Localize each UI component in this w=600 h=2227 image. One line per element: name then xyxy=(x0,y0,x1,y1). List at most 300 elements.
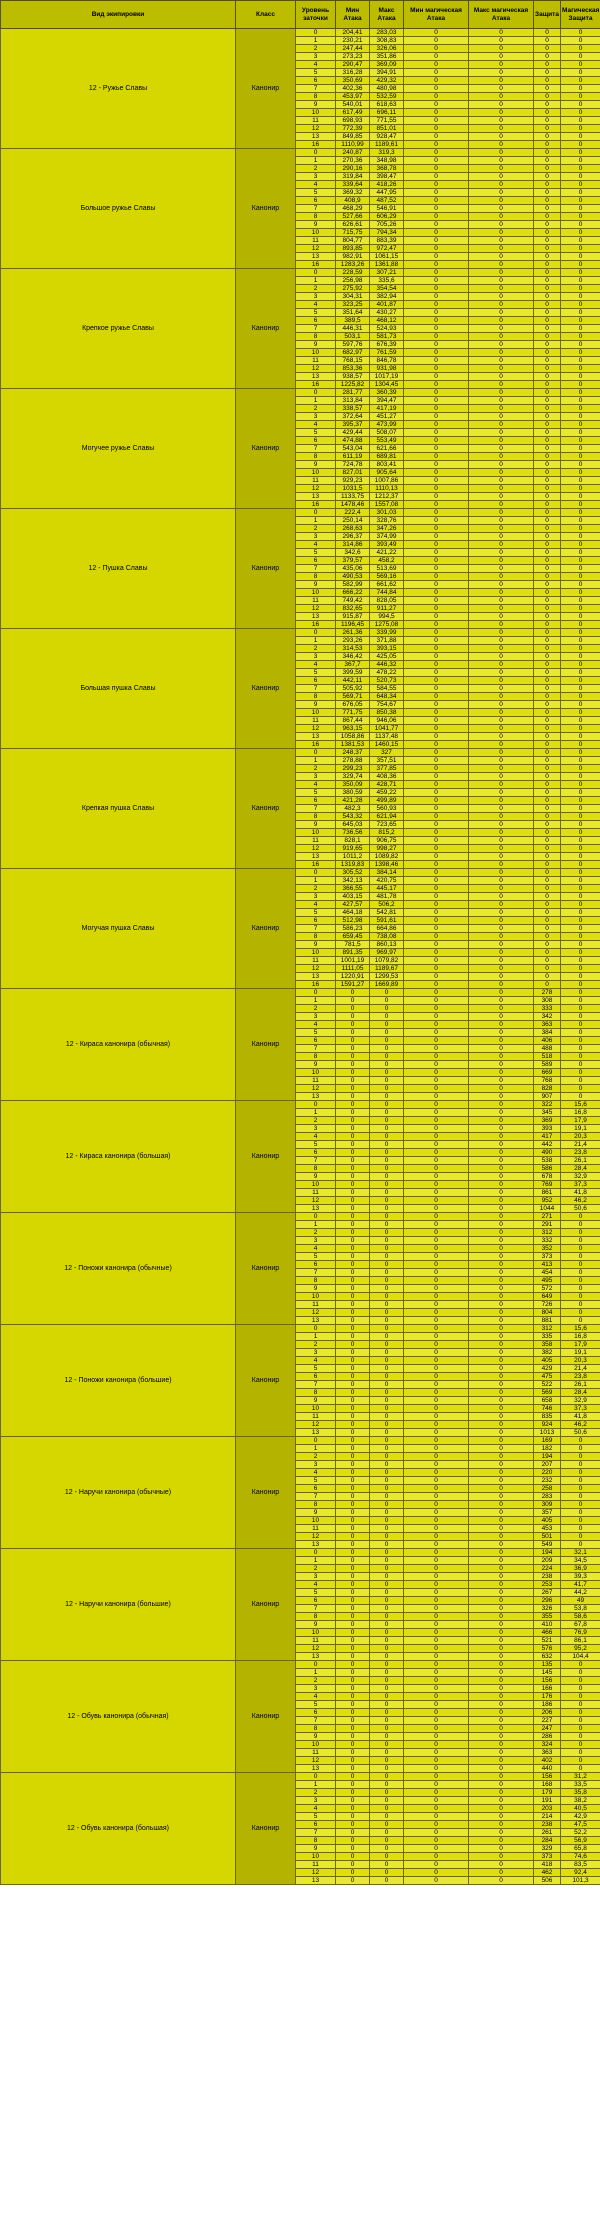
min-magic-attack-cell: 0 xyxy=(404,1669,469,1677)
level-cell: 1 xyxy=(296,997,336,1005)
magic-defense-cell: 0 xyxy=(561,213,600,221)
max-attack-cell: 0 xyxy=(370,1613,404,1621)
min-attack-cell: 250,14 xyxy=(336,517,370,525)
level-cell: 0 xyxy=(296,1437,336,1445)
level-cell: 11 xyxy=(296,1413,336,1421)
defense-cell: 329 xyxy=(534,1845,561,1853)
min-magic-attack-cell: 0 xyxy=(404,1381,469,1389)
max-attack-cell: 0 xyxy=(370,1037,404,1045)
header-magic-defense: Магическая Защита xyxy=(561,1,600,29)
magic-defense-cell: 0 xyxy=(561,461,600,469)
min-attack-cell: 342,13 xyxy=(336,877,370,885)
max-attack-cell: 0 xyxy=(370,1173,404,1181)
defense-cell: 518 xyxy=(534,1053,561,1061)
class-cell: Канонир xyxy=(236,269,296,389)
magic-defense-cell: 0 xyxy=(561,965,600,973)
max-attack-cell: 0 xyxy=(370,1061,404,1069)
defense-cell: 0 xyxy=(534,469,561,477)
equipment-name-cell: Большая пушка Славы xyxy=(1,629,236,749)
defense-cell: 769 xyxy=(534,1181,561,1189)
min-attack-cell: 0 xyxy=(336,1061,370,1069)
max-magic-attack-cell: 0 xyxy=(469,1037,534,1045)
header-type: Вид экипировки xyxy=(1,1,236,29)
min-attack-cell: 0 xyxy=(336,1237,370,1245)
max-magic-attack-cell: 0 xyxy=(469,1413,534,1421)
min-attack-cell: 0 xyxy=(336,1861,370,1869)
defense-cell: 768 xyxy=(534,1077,561,1085)
level-cell: 0 xyxy=(296,1325,336,1333)
max-attack-cell: 0 xyxy=(370,1133,404,1141)
min-magic-attack-cell: 0 xyxy=(404,109,469,117)
level-cell: 13 xyxy=(296,1765,336,1773)
min-magic-attack-cell: 0 xyxy=(404,1189,469,1197)
defense-cell: 0 xyxy=(534,357,561,365)
max-attack-cell: 0 xyxy=(370,1469,404,1477)
max-magic-attack-cell: 0 xyxy=(469,1837,534,1845)
magic-defense-cell: 0 xyxy=(561,933,600,941)
max-attack-cell: 553,49 xyxy=(370,437,404,445)
max-magic-attack-cell: 0 xyxy=(469,141,534,149)
max-magic-attack-cell: 0 xyxy=(469,781,534,789)
max-attack-cell: 0 xyxy=(370,1437,404,1445)
min-attack-cell: 339,64 xyxy=(336,181,370,189)
min-attack-cell: 0 xyxy=(336,1157,370,1165)
min-attack-cell: 261,36 xyxy=(336,629,370,637)
max-magic-attack-cell: 0 xyxy=(469,165,534,173)
min-attack-cell: 222,4 xyxy=(336,509,370,517)
defense-cell: 0 xyxy=(534,573,561,581)
defense-cell: 0 xyxy=(534,437,561,445)
magic-defense-cell: 0 xyxy=(561,1029,600,1037)
min-attack-cell: 323,25 xyxy=(336,301,370,309)
magic-defense-cell: 0 xyxy=(561,93,600,101)
min-magic-attack-cell: 0 xyxy=(404,53,469,61)
level-cell: 4 xyxy=(296,61,336,69)
max-attack-cell: 0 xyxy=(370,1541,404,1549)
class-cell: Канонир xyxy=(236,1549,296,1661)
max-magic-attack-cell: 0 xyxy=(469,1021,534,1029)
magic-defense-cell: 0 xyxy=(561,1237,600,1245)
max-attack-cell: 0 xyxy=(370,1301,404,1309)
min-magic-attack-cell: 0 xyxy=(404,1133,469,1141)
level-cell: 9 xyxy=(296,581,336,589)
level-cell: 2 xyxy=(296,1453,336,1461)
defense-cell: 402 xyxy=(534,1757,561,1765)
level-cell: 2 xyxy=(296,1229,336,1237)
min-magic-attack-cell: 0 xyxy=(404,1533,469,1541)
magic-defense-cell: 0 xyxy=(561,925,600,933)
min-attack-cell: 0 xyxy=(336,1189,370,1197)
max-magic-attack-cell: 0 xyxy=(469,309,534,317)
min-magic-attack-cell: 0 xyxy=(404,1653,469,1661)
min-attack-cell: 0 xyxy=(336,1661,370,1669)
max-magic-attack-cell: 0 xyxy=(469,61,534,69)
max-attack-cell: 0 xyxy=(370,1333,404,1341)
level-cell: 5 xyxy=(296,669,336,677)
min-attack-cell: 0 xyxy=(336,1253,370,1261)
max-attack-cell: 384,14 xyxy=(370,869,404,877)
defense-cell: 0 xyxy=(534,709,561,717)
magic-defense-cell: 58,6 xyxy=(561,1613,600,1621)
max-attack-cell: 0 xyxy=(370,1773,404,1781)
min-attack-cell: 230,21 xyxy=(336,37,370,45)
magic-defense-cell: 0 xyxy=(561,37,600,45)
min-attack-cell: 0 xyxy=(336,1549,370,1557)
level-cell: 9 xyxy=(296,1845,336,1853)
defense-cell: 312 xyxy=(534,1229,561,1237)
magic-defense-cell: 0 xyxy=(561,197,600,205)
max-attack-cell: 0 xyxy=(370,1845,404,1853)
magic-defense-cell: 36,9 xyxy=(561,1565,600,1573)
min-magic-attack-cell: 0 xyxy=(404,381,469,389)
min-attack-cell: 0 xyxy=(336,1517,370,1525)
level-cell: 9 xyxy=(296,821,336,829)
max-magic-attack-cell: 0 xyxy=(469,757,534,765)
min-attack-cell: 0 xyxy=(336,1125,370,1133)
max-magic-attack-cell: 0 xyxy=(469,1029,534,1037)
min-magic-attack-cell: 0 xyxy=(404,93,469,101)
max-attack-cell: 481,78 xyxy=(370,893,404,901)
min-magic-attack-cell: 0 xyxy=(404,1109,469,1117)
defense-cell: 0 xyxy=(534,485,561,493)
magic-defense-cell: 0 xyxy=(561,1301,600,1309)
max-attack-cell: 0 xyxy=(370,1597,404,1605)
max-attack-cell: 1460,15 xyxy=(370,741,404,749)
magic-defense-cell: 0 xyxy=(561,181,600,189)
max-attack-cell: 754,67 xyxy=(370,701,404,709)
level-cell: 4 xyxy=(296,301,336,309)
min-magic-attack-cell: 0 xyxy=(404,1485,469,1493)
max-magic-attack-cell: 0 xyxy=(469,1829,534,1837)
level-cell: 16 xyxy=(296,381,336,389)
max-attack-cell: 0 xyxy=(370,1221,404,1229)
table-row xyxy=(1,629,600,637)
min-magic-attack-cell: 0 xyxy=(404,1357,469,1365)
level-cell: 7 xyxy=(296,925,336,933)
defense-cell: 0 xyxy=(534,93,561,101)
min-attack-cell: 204,41 xyxy=(336,29,370,37)
level-cell: 4 xyxy=(296,421,336,429)
min-attack-cell: 827,01 xyxy=(336,469,370,477)
magic-defense-cell: 0 xyxy=(561,821,600,829)
max-magic-attack-cell: 0 xyxy=(469,1165,534,1173)
min-magic-attack-cell: 0 xyxy=(404,837,469,845)
level-cell: 12 xyxy=(296,365,336,373)
max-magic-attack-cell: 0 xyxy=(469,637,534,645)
min-magic-attack-cell: 0 xyxy=(404,1565,469,1573)
level-cell: 11 xyxy=(296,1301,336,1309)
magic-defense-cell: 34,5 xyxy=(561,1557,600,1565)
max-attack-cell: 307,21 xyxy=(370,269,404,277)
max-attack-cell: 0 xyxy=(370,1733,404,1741)
defense-cell: 1013 xyxy=(534,1429,561,1437)
magic-defense-cell: 53,8 xyxy=(561,1605,600,1613)
magic-defense-cell: 0 xyxy=(561,157,600,165)
min-attack-cell: 228,59 xyxy=(336,269,370,277)
max-magic-attack-cell: 0 xyxy=(469,717,534,725)
level-cell: 7 xyxy=(296,1269,336,1277)
max-attack-cell: 723,65 xyxy=(370,821,404,829)
min-magic-attack-cell: 0 xyxy=(404,125,469,133)
defense-cell: 490 xyxy=(534,1149,561,1157)
magic-defense-cell: 0 xyxy=(561,1093,600,1101)
max-magic-attack-cell: 0 xyxy=(469,773,534,781)
level-cell: 13 xyxy=(296,613,336,621)
min-magic-attack-cell: 0 xyxy=(404,157,469,165)
max-attack-cell: 446,32 xyxy=(370,661,404,669)
min-magic-attack-cell: 0 xyxy=(404,1725,469,1733)
max-attack-cell: 393,15 xyxy=(370,645,404,653)
min-attack-cell: 724,78 xyxy=(336,461,370,469)
min-magic-attack-cell: 0 xyxy=(404,757,469,765)
min-magic-attack-cell: 0 xyxy=(404,557,469,565)
max-attack-cell: 0 xyxy=(370,1005,404,1013)
max-attack-cell: 676,39 xyxy=(370,341,404,349)
min-attack-cell: 0 xyxy=(336,1045,370,1053)
max-magic-attack-cell: 0 xyxy=(469,557,534,565)
level-cell: 8 xyxy=(296,453,336,461)
max-magic-attack-cell: 0 xyxy=(469,869,534,877)
min-magic-attack-cell: 0 xyxy=(404,1677,469,1685)
equipment-name-cell: 12 - Обувь канонира (большая) xyxy=(1,1773,236,1885)
max-magic-attack-cell: 0 xyxy=(469,1581,534,1589)
level-cell: 4 xyxy=(296,1693,336,1701)
magic-defense-cell: 46,2 xyxy=(561,1421,600,1429)
max-attack-cell: 0 xyxy=(370,1413,404,1421)
defense-cell: 0 xyxy=(534,581,561,589)
magic-defense-cell: 19,1 xyxy=(561,1349,600,1357)
defense-cell: 907 xyxy=(534,1093,561,1101)
max-attack-cell: 0 xyxy=(370,1509,404,1517)
max-attack-cell: 0 xyxy=(370,1197,404,1205)
min-attack-cell: 0 xyxy=(336,1645,370,1653)
min-attack-cell: 0 xyxy=(336,1277,370,1285)
table-row xyxy=(1,509,600,517)
magic-defense-cell: 0 xyxy=(561,773,600,781)
min-attack-cell: 682,97 xyxy=(336,349,370,357)
max-magic-attack-cell: 0 xyxy=(469,1573,534,1581)
min-attack-cell: 891,35 xyxy=(336,949,370,957)
max-magic-attack-cell: 0 xyxy=(469,669,534,677)
defense-cell: 326 xyxy=(534,1605,561,1613)
max-attack-cell: 591,61 xyxy=(370,917,404,925)
level-cell: 7 xyxy=(296,685,336,693)
class-cell: Канонир xyxy=(236,1773,296,1885)
magic-defense-cell: 0 xyxy=(561,1005,600,1013)
magic-defense-cell: 0 xyxy=(561,653,600,661)
magic-defense-cell: 20,3 xyxy=(561,1133,600,1141)
max-magic-attack-cell: 0 xyxy=(469,1189,534,1197)
level-cell: 2 xyxy=(296,885,336,893)
max-magic-attack-cell: 0 xyxy=(469,1381,534,1389)
magic-defense-cell: 15,6 xyxy=(561,1325,600,1333)
level-cell: 10 xyxy=(296,1853,336,1861)
min-attack-cell: 0 xyxy=(336,1757,370,1765)
max-magic-attack-cell: 0 xyxy=(469,245,534,253)
min-attack-cell: 1011,2 xyxy=(336,853,370,861)
magic-defense-cell: 0 xyxy=(561,949,600,957)
level-cell: 11 xyxy=(296,1077,336,1085)
defense-cell: 342 xyxy=(534,1013,561,1021)
max-attack-cell: 860,13 xyxy=(370,941,404,949)
defense-cell: 576 xyxy=(534,1645,561,1653)
min-magic-attack-cell: 0 xyxy=(404,909,469,917)
defense-cell: 572 xyxy=(534,1285,561,1293)
max-magic-attack-cell: 0 xyxy=(469,1717,534,1725)
defense-cell: 0 xyxy=(534,157,561,165)
header-min-magic-attack: Мин магическая Атака xyxy=(404,1,469,29)
magic-defense-cell: 0 xyxy=(561,1021,600,1029)
defense-cell: 209 xyxy=(534,1557,561,1565)
min-magic-attack-cell: 0 xyxy=(404,1069,469,1077)
defense-cell: 0 xyxy=(534,165,561,173)
min-attack-cell: 853,36 xyxy=(336,365,370,373)
min-attack-cell: 0 xyxy=(336,1357,370,1365)
header-class: Класс xyxy=(236,1,296,29)
min-attack-cell: 290,16 xyxy=(336,165,370,173)
min-attack-cell: 505,92 xyxy=(336,685,370,693)
min-attack-cell: 626,61 xyxy=(336,221,370,229)
max-magic-attack-cell: 0 xyxy=(469,1405,534,1413)
level-cell: 9 xyxy=(296,461,336,469)
min-magic-attack-cell: 0 xyxy=(404,1525,469,1533)
min-magic-attack-cell: 0 xyxy=(404,461,469,469)
max-magic-attack-cell: 0 xyxy=(469,957,534,965)
defense-cell: 828 xyxy=(534,1085,561,1093)
max-magic-attack-cell: 0 xyxy=(469,1725,534,1733)
min-magic-attack-cell: 0 xyxy=(404,37,469,45)
defense-cell: 309 xyxy=(534,1501,561,1509)
max-attack-cell: 0 xyxy=(370,1277,404,1285)
max-magic-attack-cell: 0 xyxy=(469,93,534,101)
magic-defense-cell: 0 xyxy=(561,1493,600,1501)
level-cell: 11 xyxy=(296,837,336,845)
min-magic-attack-cell: 0 xyxy=(404,1093,469,1101)
level-cell: 11 xyxy=(296,1861,336,1869)
max-attack-cell: 1304,45 xyxy=(370,381,404,389)
equipment-name-cell: 12 - Наручи канонира (большие) xyxy=(1,1549,236,1661)
defense-cell: 0 xyxy=(534,693,561,701)
min-magic-attack-cell: 0 xyxy=(404,1269,469,1277)
min-attack-cell: 645,03 xyxy=(336,821,370,829)
magic-defense-cell: 40,5 xyxy=(561,1805,600,1813)
max-magic-attack-cell: 0 xyxy=(469,1805,534,1813)
max-attack-cell: 301,03 xyxy=(370,509,404,517)
min-magic-attack-cell: 0 xyxy=(404,1405,469,1413)
magic-defense-cell: 0 xyxy=(561,1533,600,1541)
min-attack-cell: 771,75 xyxy=(336,709,370,717)
min-attack-cell: 442,11 xyxy=(336,677,370,685)
min-magic-attack-cell: 0 xyxy=(404,29,469,37)
min-attack-cell: 617,49 xyxy=(336,109,370,117)
min-attack-cell: 399,59 xyxy=(336,669,370,677)
max-magic-attack-cell: 0 xyxy=(469,765,534,773)
min-attack-cell: 0 xyxy=(336,1541,370,1549)
magic-defense-cell: 0 xyxy=(561,805,600,813)
min-attack-cell: 0 xyxy=(336,1397,370,1405)
min-magic-attack-cell: 0 xyxy=(404,1445,469,1453)
level-cell: 2 xyxy=(296,645,336,653)
magic-defense-cell: 0 xyxy=(561,709,600,717)
level-cell: 8 xyxy=(296,1053,336,1061)
min-magic-attack-cell: 0 xyxy=(404,1053,469,1061)
min-attack-cell: 0 xyxy=(336,1845,370,1853)
level-cell: 6 xyxy=(296,437,336,445)
magic-defense-cell: 23,8 xyxy=(561,1149,600,1157)
min-magic-attack-cell: 0 xyxy=(404,1013,469,1021)
defense-cell: 466 xyxy=(534,1629,561,1637)
max-magic-attack-cell: 0 xyxy=(469,1133,534,1141)
min-magic-attack-cell: 0 xyxy=(404,373,469,381)
defense-cell: 286 xyxy=(534,1733,561,1741)
min-magic-attack-cell: 0 xyxy=(404,1461,469,1469)
min-magic-attack-cell: 0 xyxy=(404,245,469,253)
header-defense: Защита xyxy=(534,1,561,29)
defense-cell: 495 xyxy=(534,1277,561,1285)
magic-defense-cell: 0 xyxy=(561,277,600,285)
min-magic-attack-cell: 0 xyxy=(404,333,469,341)
max-magic-attack-cell: 0 xyxy=(469,853,534,861)
level-cell: 10 xyxy=(296,589,336,597)
class-cell: Канонир xyxy=(236,749,296,869)
max-magic-attack-cell: 0 xyxy=(469,1117,534,1125)
min-magic-attack-cell: 0 xyxy=(404,1029,469,1037)
level-cell: 9 xyxy=(296,1285,336,1293)
min-attack-cell: 0 xyxy=(336,1341,370,1349)
min-magic-attack-cell: 0 xyxy=(404,365,469,373)
max-magic-attack-cell: 0 xyxy=(469,1701,534,1709)
magic-defense-cell: 65,8 xyxy=(561,1845,600,1853)
magic-defense-cell: 0 xyxy=(561,757,600,765)
defense-cell: 357 xyxy=(534,1509,561,1517)
defense-cell: 194 xyxy=(534,1549,561,1557)
min-attack-cell: 0 xyxy=(336,1709,370,1717)
defense-cell: 0 xyxy=(534,933,561,941)
max-magic-attack-cell: 0 xyxy=(469,1565,534,1573)
class-cell: Канонир xyxy=(236,389,296,509)
defense-cell: 0 xyxy=(534,773,561,781)
min-magic-attack-cell: 0 xyxy=(404,1341,469,1349)
defense-cell: 549 xyxy=(534,1541,561,1549)
min-magic-attack-cell: 0 xyxy=(404,1117,469,1125)
magic-defense-cell: 0 xyxy=(561,1741,600,1749)
max-magic-attack-cell: 0 xyxy=(469,453,534,461)
level-cell: 13 xyxy=(296,373,336,381)
level-cell: 12 xyxy=(296,1309,336,1317)
min-magic-attack-cell: 0 xyxy=(404,1797,469,1805)
magic-defense-cell: 0 xyxy=(561,245,600,253)
table-row xyxy=(1,1773,600,1781)
min-magic-attack-cell: 0 xyxy=(404,1597,469,1605)
magic-defense-cell: 41,8 xyxy=(561,1413,600,1421)
max-attack-cell: 430,27 xyxy=(370,309,404,317)
equipment-name-cell: 12 - Обувь канонира (обычная) xyxy=(1,1661,236,1773)
level-cell: 10 xyxy=(296,1293,336,1301)
defense-cell: 238 xyxy=(534,1573,561,1581)
max-magic-attack-cell: 0 xyxy=(469,1485,534,1493)
max-magic-attack-cell: 0 xyxy=(469,1797,534,1805)
max-attack-cell: 705,26 xyxy=(370,221,404,229)
min-attack-cell: 329,74 xyxy=(336,773,370,781)
max-magic-attack-cell: 0 xyxy=(469,1181,534,1189)
level-cell: 4 xyxy=(296,1805,336,1813)
min-attack-cell: 804,77 xyxy=(336,237,370,245)
max-magic-attack-cell: 0 xyxy=(469,701,534,709)
min-magic-attack-cell: 0 xyxy=(404,1757,469,1765)
max-attack-cell: 0 xyxy=(370,1741,404,1749)
defense-cell: 0 xyxy=(534,181,561,189)
magic-defense-cell: 0 xyxy=(561,397,600,405)
